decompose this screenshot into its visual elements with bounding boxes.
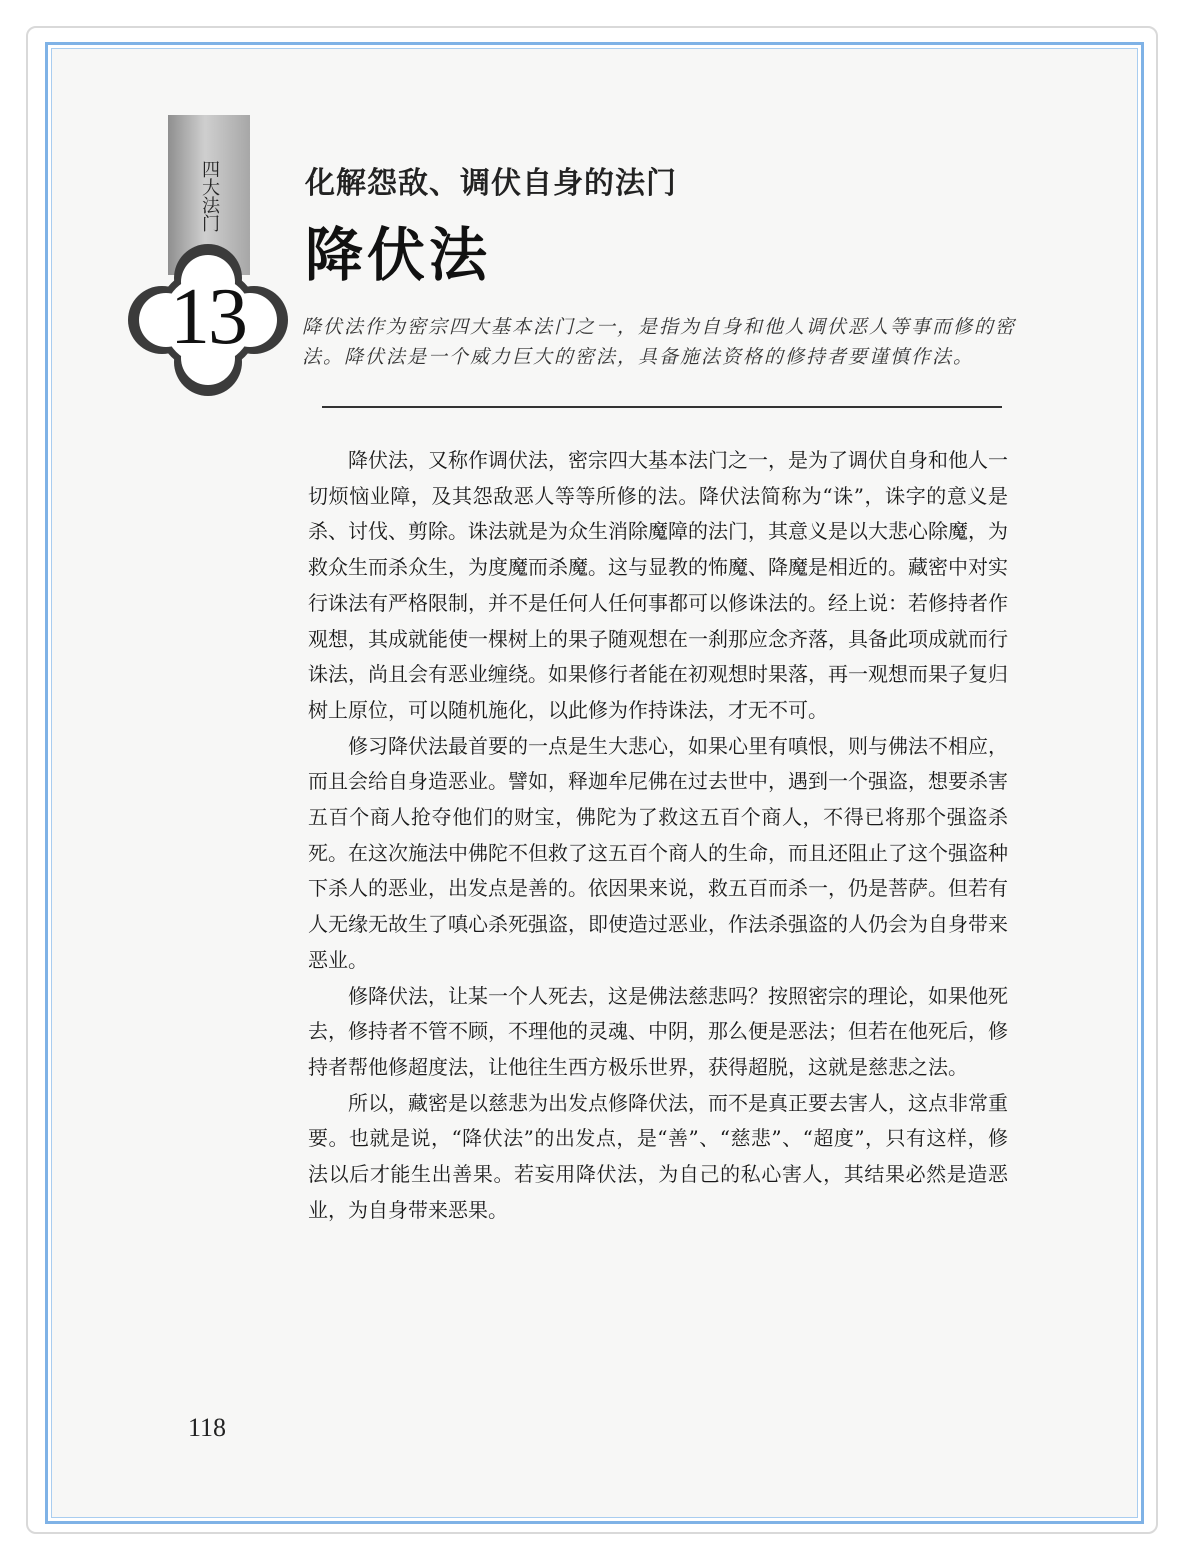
paragraph: 所以，藏密是以慈悲为出发点修降伏法，而不是真正要去害人，这点非常重要。也就是说，“降伏法”的出发点，是“善”、“慈悲”、“超度”，只有这样，修法以后才能生出善果。若妄用降伏法，为自己的私心害人，其结果必然是造恶业，为自身带来恶果。 [308, 1090, 1008, 1222]
paragraph: 修习降伏法最首要的一点是生大悲心，如果心里有嗔恨，则与佛法不相应，而且会给自身造恶业。譬如，释迦牟尼佛在过去世中，遇到一个强盗，想要杀害五百个商人抢夺他们的财宝，佛陀为了救这五百个商人，不得已将那个强盗杀死。在这次施法中佛陀不但救了这五百个商人的生命，而且还阻止了这个强盗种下杀人的恶业，出发点是善的。依因果来说，救五百而杀一，仍是菩萨。但若有人无缘无故生了嗔心杀死强盗，即使造过恶业，作法杀强盗的人仍会为自身带来恶业。 [308, 733, 1008, 972]
chapter-title: 降伏法 [305, 221, 492, 289]
chapter-subtitle: 化解怨敌、调伏自身的法门 [305, 166, 677, 201]
body-text [308, 443, 1008, 1228]
chapter-intro: 降伏法作为密宗四大基本法门之一，是指为自身和他人调伏恶人等事而修的密法。降伏法是一个威力巨大的密法，具备施法资格的修持者要谨慎作法。 [302, 316, 1017, 368]
section-tab-label: 四大法门 [199, 160, 220, 232]
page-number: 118 [188, 1413, 227, 1442]
paragraph: 降伏法，又称作调伏法，密宗四大基本法门之一，是为了调伏自身和他人一切烦恼业障，及其怨敌恶人等等所修的法。降伏法简称为“诛”，诛字的意义是杀、讨伐、剪除。诛法就是为众生消除魔障的法门，其意义是以大悲心除魔，为救众生而杀众生，为度魔而杀魔。这与显教的怖魔、降魔是相近的。藏密中对实行诛法有严格限制，并不是任何人任何事都可以修诛法的。经上说：若修持者作观想，其成就能使一棵树上的果子随观想在一刹那应念齐落，具备此项成就而行诛法，尚且会有恶业缠绕。如果修行者能在初观想时果落，再一观想而果子复归树上原位，可以随机施化，以此修为作持诛法，才无不可。 [308, 448, 1008, 722]
chapter-number: 13 [170, 273, 246, 361]
paragraph: 修降伏法，让某一个人死去，这是佛法慈悲吗？按照密宗的理论，如果他死去，修持者不管不顾，不理他的灵魂、中阴，那么便是恶法；但若在他死后，修持者帮他修超度法，让他往生西方极乐世界，获得超脱，这就是慈悲之法。 [308, 983, 1008, 1079]
divider-line [322, 406, 1002, 408]
